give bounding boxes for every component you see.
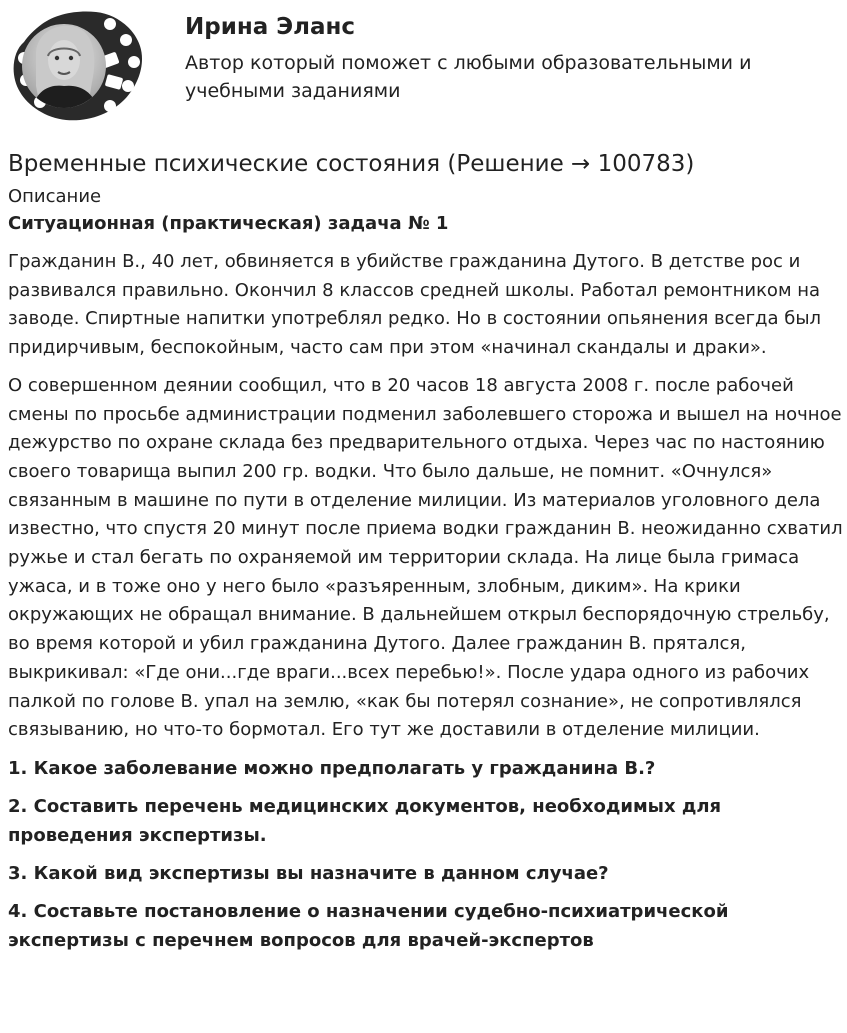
- case-paragraph-2: О совершенном деянии сообщил, что в 20 часов 18 августа 2008 г. после рабочей смены по просьбе администрации подменил заболевшего сторожа и вышел на ночное дежурство по охране склада без предварительного отдыха. Через час по настоянию своего товарища выпил 200 гр. водки. Что было дальше, не помнит. «Очнулся» связанным в машине по пути в отделение милиции. Из материалов уголовного дела известно, что спустя 20 минут после приема водки гражданин В. неожиданно схватил ружье и стал бегать по охраняемой им территории склада. На лице была гримаса ужаса, и в тоже оно у него было «разъяренным, злобным, диким». На крики окружающих не обращал внимание. В дальнейшем открыл беспорядочную стрельбу, во время которой и убил гражданина Дутого. Далее гражданин В. прятался, выкрикивал: «Где они...где враги...всех перебью!». После удара одного из рабочих палкой по голове В. упал на землю, «как бы потерял сознание», не сопротивлялся связыванию, но что-то бормотал. Его тут же доставили в отделение милиции.: [8, 374, 843, 741]
- question-3: 3. Какой вид экспертизы вы назначите в данном случае?: [8, 862, 609, 884]
- question-2: 2. Составить перечень медицинских документов, необходимых для проведения экспертизы.: [8, 795, 722, 846]
- section-label-description: Описание: [8, 186, 102, 207]
- question-4: 4. Составьте постановление о назначении судебно-психиатрической экспертизы с перечнем вопросов для врачей-экспертов: [8, 900, 729, 951]
- question-1: 1. Какое заболевание можно предполагать у гражданина В.?: [8, 757, 656, 779]
- document-content: [8, 147, 844, 964]
- author-description: Автор который поможет с любыми образовательными и учебными заданиями: [185, 52, 752, 102]
- author-avatar[interactable]: [6, 6, 150, 126]
- author-header: [0, 0, 847, 140]
- document-title: Временные психические состояния (Решение → 100783): [8, 151, 695, 177]
- task-heading: Ситуационная (практическая) задача № 1: [8, 213, 449, 234]
- case-paragraph-1: Гражданин В., 40 лет, обвиняется в убийстве гражданина Дутого. В детстве рос и развивался правильно. Окончил 8 классов средней школы. Работал ремонтником на заводе. Спиртные напитки употреблял редко. Но в состоянии опьянения всегда был придирчивым, беспокойным, часто сам при этом «начинал скандалы и драки».: [8, 251, 822, 359]
- author-name: Ирина Эланс: [185, 14, 356, 40]
